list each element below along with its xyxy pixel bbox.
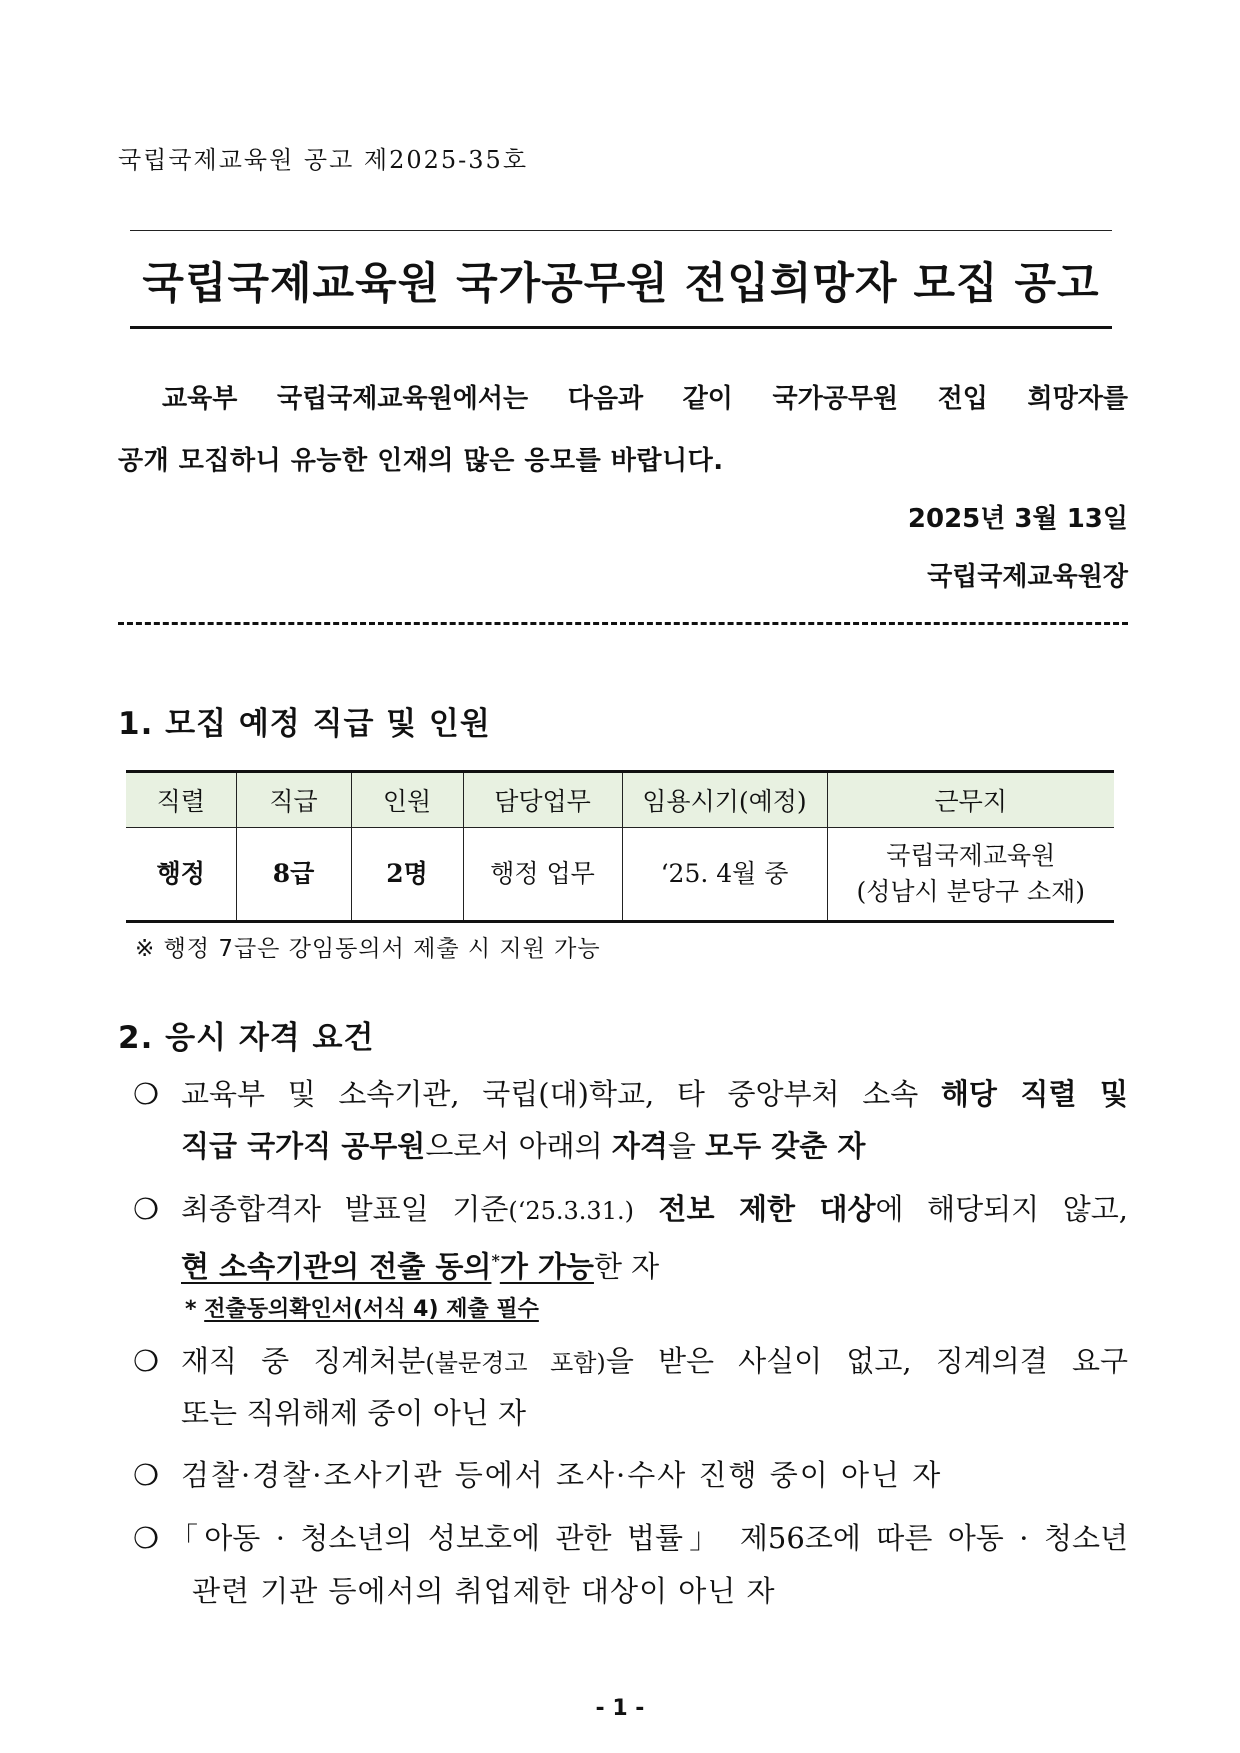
cell-appointment: ‘25. 4월 중: [622, 828, 827, 922]
table-header-row: [126, 772, 1114, 828]
requirement-item-5-line-2: 관련 기관 등에서의 취업제한 대상이 아닌 자: [192, 1574, 776, 1608]
item-underlined: 가 가능: [499, 1249, 594, 1284]
table-header: 직급: [236, 772, 351, 828]
bullet-icon: ❍: [133, 1192, 159, 1226]
requirement-item-1-line-1: [181, 1068, 1128, 1120]
table-header: 근무지: [827, 772, 1114, 828]
requirement-item-4-text: 검찰·경찰·조사기관 등에서 조사·수사 진행 중이 아닌 자: [181, 1458, 943, 1492]
title-bottom-rule: [130, 326, 1112, 329]
table-header: 임용시기(예정): [622, 772, 827, 828]
item-small-text: (불문경고 포함): [425, 1349, 606, 1377]
requirement-item-5-line-1: 「아동 · 청소년의 성보호에 관한 법률」 제56조에 따른 아동 · 청소년: [169, 1521, 1128, 1555]
item-emphasis: 직급 국가직 공무원: [181, 1129, 426, 1163]
recruitment-table: [126, 770, 1114, 923]
notice-date: 2025년 3월 13일: [907, 504, 1128, 534]
item-small-text: (‘25.3.31.): [508, 1197, 634, 1225]
section-1-title: 1. 모집 예정 직급 및 인원: [118, 706, 491, 742]
table-header: 직렬: [126, 772, 236, 828]
title-top-rule: [130, 230, 1112, 231]
item-text: 한 자: [593, 1249, 660, 1284]
requirement-item-2-line-1: [181, 1183, 1128, 1237]
requirement-item-2-line-2: [181, 1235, 659, 1293]
item-text: 으로서 아래의: [425, 1129, 612, 1163]
footnote-marker: *: [491, 1251, 500, 1270]
cell-duty: 행정 업무: [463, 828, 622, 922]
cell-series: 행정: [126, 828, 236, 922]
bullet-icon: ❍: [133, 1344, 159, 1378]
location-line-1: 국립국제교육원: [886, 841, 1056, 870]
issuer: 국립국제교육원장: [927, 562, 1128, 592]
requirement-item-5: [133, 1512, 1128, 1564]
grade-note: ※ 행정 7급은 강임동의서 제출 시 지원 가능: [135, 936, 601, 962]
requirement-item-3: [133, 1335, 1128, 1389]
cell-count: 2명: [351, 828, 463, 922]
requirement-item-1: [133, 1068, 1128, 1120]
bullet-icon: ❍: [133, 1458, 159, 1492]
cell-grade: 8급: [236, 828, 351, 922]
requirement-item-4: [133, 1449, 1128, 1501]
bullet-icon: ❍: [133, 1521, 159, 1555]
page-number: - 1 -: [595, 1696, 645, 1721]
item-emphasis: 모두 갖춘 자: [705, 1129, 866, 1163]
requirement-item-3-line-1: [181, 1335, 1128, 1389]
table-row: [126, 828, 1114, 922]
item-text: 에 해당되지 않고,: [875, 1192, 1129, 1226]
page-title: 국립국제교육원 국가공무원 전입희망자 모집 공고: [142, 259, 1100, 309]
section-2-title: 2. 응시 자격 요건: [118, 1020, 375, 1056]
dashed-divider: [118, 622, 1128, 625]
intro-line-2: 공개 모집하니 유능한 인재의 많은 응모를 바랍니다.: [118, 446, 724, 476]
bullet-icon: ❍: [133, 1077, 159, 1111]
footnote-star: *: [185, 1297, 197, 1322]
item-emphasis: 해당 직렬 및: [940, 1077, 1128, 1111]
item-text: 교육부 및 소속기관, 국립(대)학교, 타 중앙부처 소속: [181, 1077, 941, 1111]
table-header: 인원: [351, 772, 463, 828]
footnote-text: 전출동의확인서(서식 4) 제출 필수: [204, 1297, 539, 1322]
requirement-item-3-line-2: 또는 직위해제 중이 아닌 자: [181, 1396, 527, 1430]
footnote: [185, 1292, 539, 1323]
intro-line-1: 교육부 국립국제교육원에서는 다음과 같이 국가공무원 전입 희망자를: [162, 384, 1128, 414]
item-text: 을 받은 사실이 없고, 징계의결 요구: [605, 1344, 1128, 1378]
item-emphasis: 전보 제한 대상: [633, 1192, 876, 1226]
location-line-2: (성남시 분당구 소재): [856, 877, 1086, 906]
requirement-item-2: [133, 1183, 1128, 1237]
item-underlined: 현 소속기관의 전출 동의: [181, 1249, 492, 1284]
item-text: 을: [667, 1129, 706, 1163]
requirement-item-1-line-2: [181, 1120, 865, 1172]
item-text: 재직 중 징계처분: [181, 1344, 426, 1378]
item-emphasis: 자격: [611, 1129, 668, 1163]
table-header: 담당업무: [463, 772, 622, 828]
cell-location: [827, 828, 1114, 922]
notice-number: 국립국제교육원 공고 제2025-35호: [118, 146, 529, 174]
item-text: 최종합격자 발표일 기준: [181, 1192, 509, 1226]
